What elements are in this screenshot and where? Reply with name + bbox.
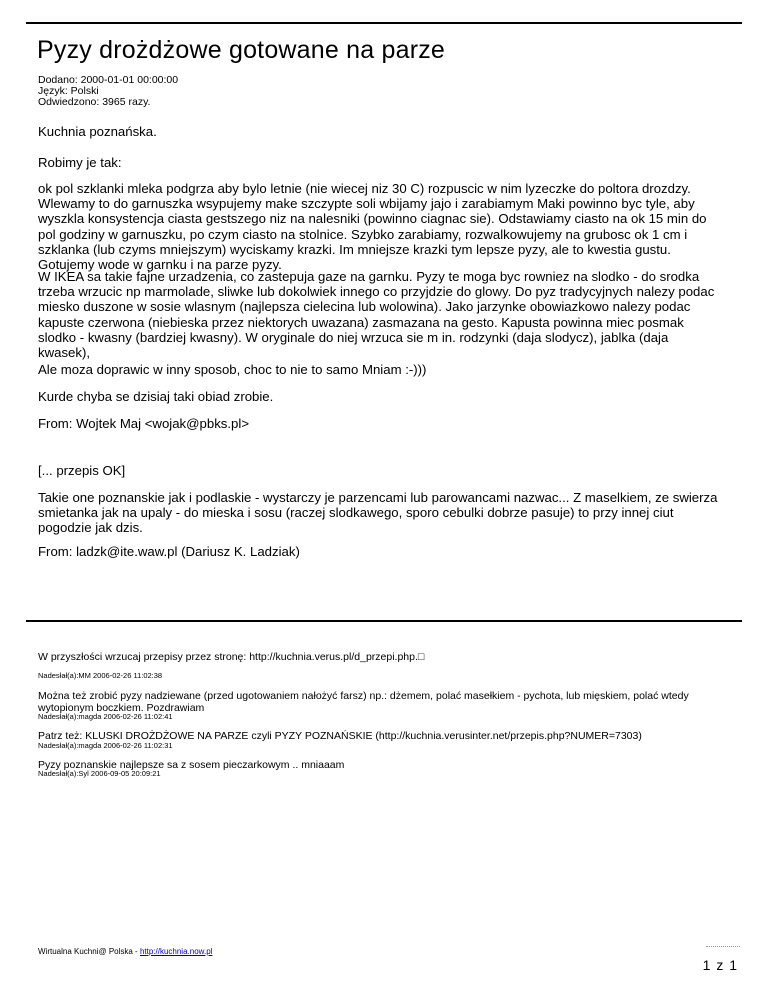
paragraph: From: ladzk@ite.waw.pl (Dariusz K. Ladziak) <box>38 544 300 559</box>
comment-meta: Nadesłał(a):Syl 2006-09-05 20:09:21 <box>38 769 161 778</box>
footer-site-link[interactable]: http://kuchnia.now.pl <box>139 947 213 956</box>
meta-visited: Odwiedzono: 3965 razy. <box>38 96 151 108</box>
meta-added: Dodano: 2000-01-01 00:00:00 <box>38 74 179 86</box>
comment-text: Można też zrobić pyzy nadziewane (przed ugotowaniem nałożyć farsz) np.: dżemem, polać masełkiem - pychota, lub mięskiem, polać wtedy wytopionym boczkiem. Pozdrawiam <box>38 690 689 714</box>
paragraph: ok pol szklanki mleka podgrza aby bylo letnie (nie wiecej niz 30 C) rozpuscic w nim lyzeczke do poltora drozdzy. Wlewamy to do garnuszka wsypujemy make szczypte soli wbijamy jajo i zarabiamym Maki powinno byc tyle, aby wyszkla konsystencja ciasta gestszego niz na nalesniki (powinno ciagnac sie). Odstawiamy ciasto na ok 15 min do pol godziny w garnuszku, po czym ciasto na stolnice. Szybko zarabiamy, rozwalkowujemy na grubosc ok 1 cm i szklanka (lub czyms mniejszym) wyciskamy krazki. Im mniejsze krazki tym lepsze pyzy, ale to kwestia gustu. Gotujemy wode w garnku i na parze pyzy. <box>38 181 707 273</box>
paragraph: From: Wojtek Maj <wojak@pbks.pl> <box>38 416 250 431</box>
page-number: 1 z 1 <box>702 957 738 973</box>
footer-site-label: Wirtualna Kuchni@ Polska - <box>38 947 140 956</box>
paragraph: Takie one poznanskie jak i podlaskie - wystarczy je parzencami lub parowancami nazwac... Z maselkiem, ze swierza smietanka jak na upaly - do mieska i sosu (raczej slodkawego, sporo cebulki dobrze pasuje) to przy innej ciut pogodzie jak dzis. <box>38 490 718 536</box>
comment-meta: Nadesłał(a):magda 2006-02-26 11:02:41 <box>38 712 173 721</box>
paragraph: [... przepis OK] <box>38 463 126 478</box>
page-title: Pyzy drożdżowe gotowane na parze <box>37 36 446 64</box>
comments-rule <box>26 620 742 622</box>
paragraph: Robimy je tak: <box>38 155 122 170</box>
paragraph: Kuchnia poznańska. <box>38 124 157 139</box>
comment-meta: Nadesłał(a):magda 2006-02-26 11:02:31 <box>38 741 173 750</box>
footer-site <box>38 947 212 956</box>
comment-text: Pyzy poznanskie najlepsze sa z sosem pieczarkowym .. mniaaam <box>38 759 345 771</box>
top-rule <box>26 22 742 24</box>
comment-text: Patrz też: KLUSKI DROŻDŻOWE NA PARZE czyli PYZY POZNAŃSKIE (http://kuchnia.verusinter.net/przepis.php?NUMER=7303) <box>38 730 642 742</box>
paragraph: W IKEA sa takie fajne urzadzenia, co zastepuja gaze na garnku. Pyzy te moga byc rowniez na slodko - do srodka trzeba wrzucic np marmolade, sliwke lub dokolwiek innego co przyjdzie do glowy. Do pyz tradycyjnych nalezy podac miesko duszone w sosie wlasnym (najlepsza cielecina lub wolowina). Jako jarzynke obowiazkowo nalezy podac kapuste czerwona (niebieska przez niektorych uwazana) zasmazana na gesto. Kapusta powinna miec posmak slodko - kwasny (bardziej kwasny). W oryginale do niej wrzuca sie m in. rodzynki (daja slodycz), jablka (daja kwasek), <box>38 269 715 361</box>
footer-divider <box>706 946 740 947</box>
meta-language: Język: Polski <box>38 85 99 97</box>
paragraph: Kurde chyba se dzisiaj taki obiad zrobie. <box>38 389 274 404</box>
paragraph: Ale moza doprawic w inny sposob, choc to nie to samo Mniam :-))) <box>38 362 427 377</box>
comment-meta: Nadesłał(a):MM 2006-02-26 11:02:38 <box>38 671 163 680</box>
comment-text: W przyszłości wrzucaj przepisy przez stronę: http://kuchnia.verus.pl/d_przepi.php.□ <box>38 651 425 663</box>
